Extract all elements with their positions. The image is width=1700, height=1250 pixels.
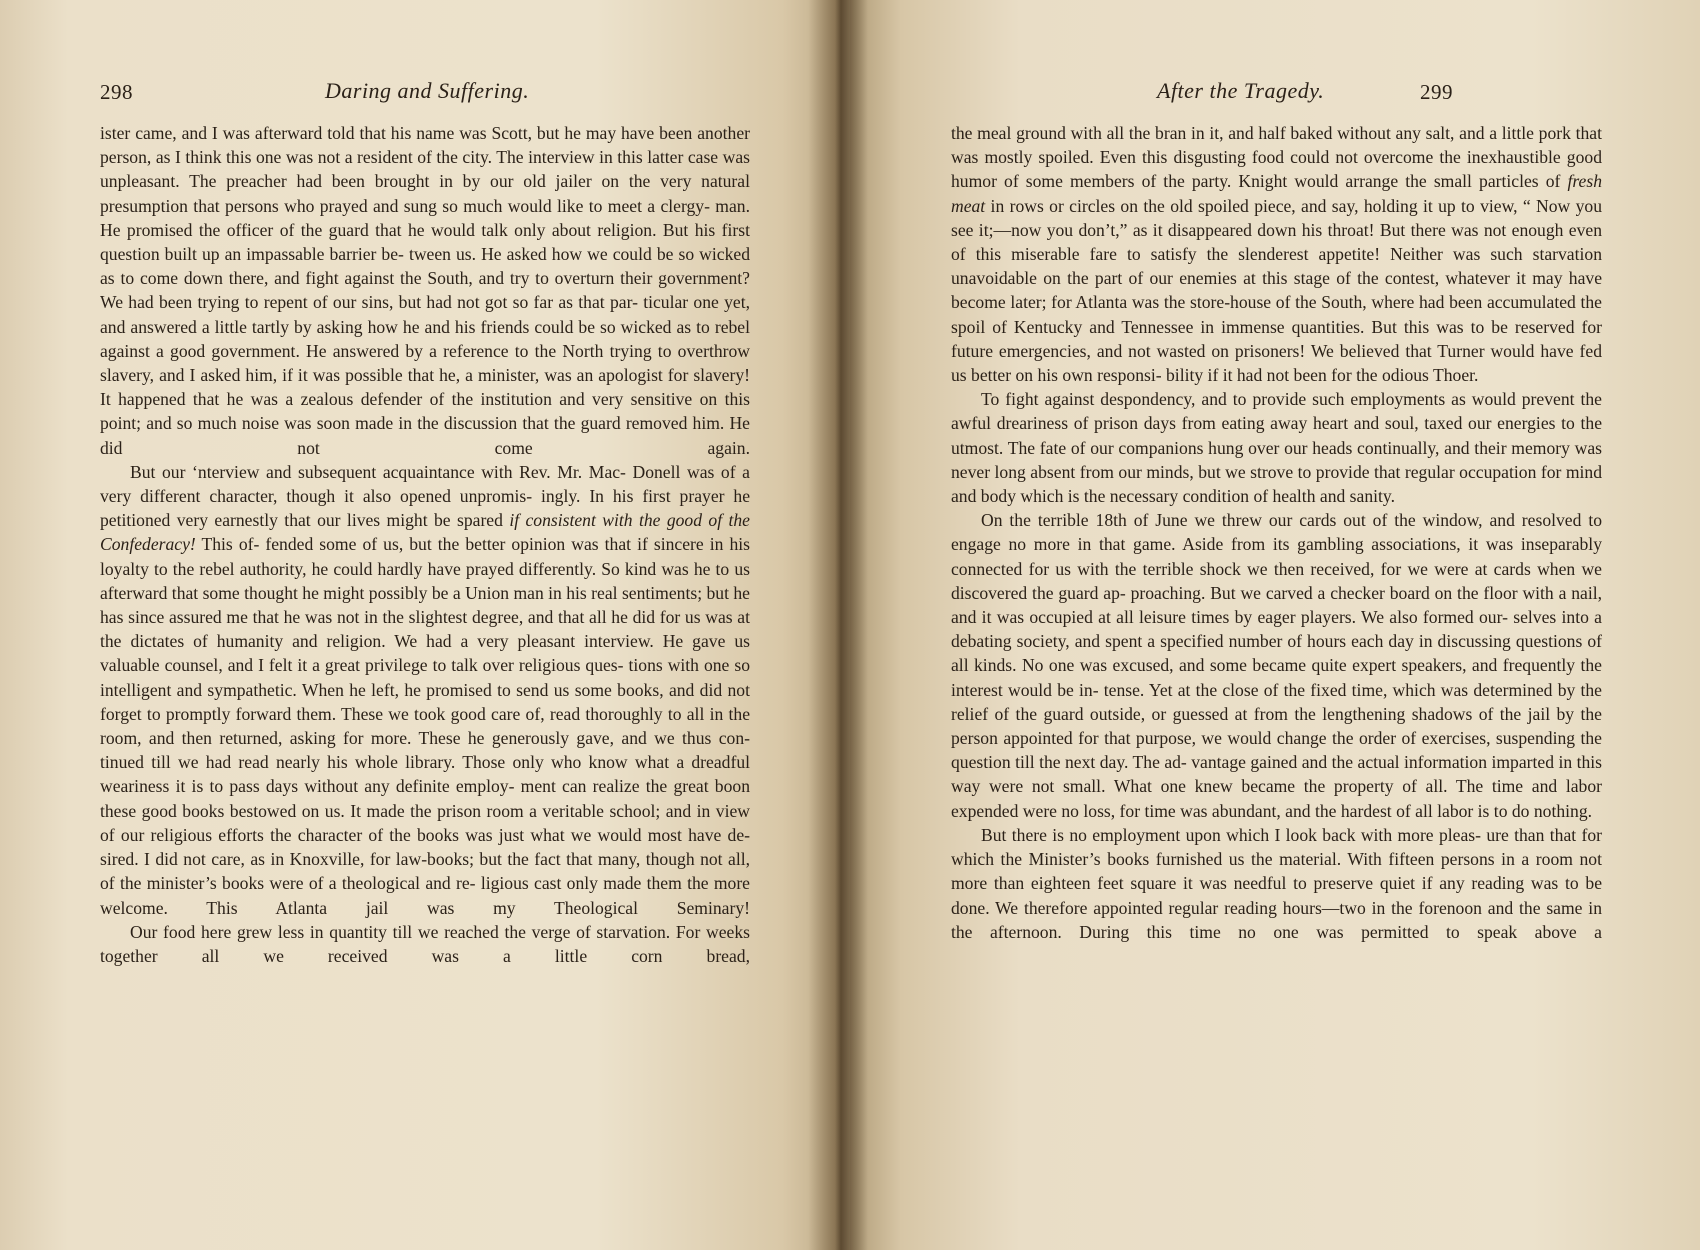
paragraph <box>951 508 1602 823</box>
paragraph-text: Our food here grew less in quantity till we reached the verge of starvation. For weeks together all we received was a little corn bread, <box>100 921 750 966</box>
paragraph <box>100 460 750 920</box>
book-gutter-shadow <box>808 0 868 1250</box>
page-number: 299 <box>1420 80 1453 104</box>
paragraph <box>100 121 750 460</box>
paragraph-text: in rows or circles on the old spoiled piece, and say, holding it up to view, “ Now you see it;—now you don’t,” as it disappeared down his throat! But there was not enough even of this miserable fare to satisfy the slenderest appetite! Neither was such starvation unavoidable on the part of our enemies at this stage of the contest, whatever it may have become later; for Atlanta was the store-house of the South, where had been accumulated the spoil of Kentucky and Tennessee in immense quantities. But this was to be reserved for future emergencies, and not wasted on prisoners! We believed that Turner would have fed us better on his own responsi- bility if it had not been for the odious Thoer. <box>951 195 1602 386</box>
emphasized-text: if consistent with the good of the Confederacy! <box>100 510 750 555</box>
paragraph <box>951 823 1602 944</box>
right-page <box>850 0 1700 1250</box>
paragraph-text: On the terrible 18th of June we threw our cards out of the window, and resolved to engage no more in that game. Aside from its gambling associations, it was inseparably connected for us with the terrible shock we then received, for we were at cards when we discovered the guard ap- proaching. But we carved a checker board on the floor with a nail, and it was occupied at all leisure times by eager players. We also formed our- selves into a debating society, and spent a specified number of hours each day in discussing questions of all kinds. No one was excused, and some became quite expert speakers, and frequently the interest would be in- tense. Yet at the close of the fixed time, which was determined by the relief of the guard outside, or guessed at from the lengthening shadows of the jail by the person appointed for that purpose, we would change the order of exercises, suspending the question till the next day. The ad- vantage gained and the actual information imparted in this way were not small. What one knew became the property of all. The time and labor expended were no loss, for time was abundant, and the hardest of all labor is to do nothing. <box>951 510 1602 821</box>
running-title: Daring and Suffering. <box>325 78 530 103</box>
paragraph-text: But our ‘nterview and subsequent acquaintance with Rev. Mr. Mac- Donell was of a very different character, though it also opened unpromis- ingly. In his first prayer he petitioned very earnestly that our lives might be spared <box>100 461 750 531</box>
left-page-body <box>100 121 750 968</box>
paragraph <box>100 920 750 968</box>
running-title: After the Tragedy. <box>1157 78 1325 103</box>
paragraph <box>951 121 1602 387</box>
page-number: 298 <box>100 80 133 104</box>
paragraph-text: ister came, and I was afterward told that his name was Scott, but he may have been another person, as I think this one was not a resident of the city. The interview in this latter case was unpleasant. The preacher had been brought in by our old jailer on the very natural presumption that persons who prayed and sung so much would like to meet a clergy- man. He promised the officer of the guard that he would talk only about religion. But his first question built up an impassable barrier be- tween us. He asked how we could be so wicked as to come down there, and fight against the South, and try to overturn their government? We had been trying to repent of our sins, but had not got so far as that par- ticular one yet, and answered a little tartly by asking how he and his friends could be so wicked as to rebel against a good government. He answered by a reference to the North trying to overthrow slavery, and I asked him, if it was possible that he, a minister, was an apologist for slavery! It happened that he was a zealous defender of the institution and very sensitive on this point; and so much noise was soon made in the discussion that the guard removed him. He did not come again. <box>100 123 750 458</box>
paragraph <box>951 387 1602 508</box>
paragraph-text: To fight against despondency, and to provide such employments as would prevent the awful dreariness of prison days from eating away heart and soul, taxed our energies to the utmost. The fate of our companions hung over our heads continually, and their memory was never long absent from our minds, but we strove to provide that regular occupation for mind and body which is the necessary condition of health and sanity. <box>951 389 1602 507</box>
right-page-body <box>951 121 1602 944</box>
paragraph-text: This of- fended some of us, but the better opinion was that if sincere in his loyalty to the rebel authority, he could hardly have prayed differently. So kind was he to us afterward that some thought he might possibly be a Union man in his real sentiments; but he has since assured me that he was not in the slightest degree, and that all he did for us was at the dictates of humanity and religion. We had a very pleasant interview. He gave us valuable counsel, and I felt it a great privilege to talk over religious ques- tions with one so intelligent and sympathetic. When he left, he promised to send us some books, and did not forget to promptly forward them. These we took good care of, read thoroughly to all in the room, and then returned, asking for more. These he generously gave, and we thus con- tinued till we had read nearly his whole library. Those only who know what a dreadful weariness it is to pass days without any definite employ- ment can realize the great boon these good books bestowed on us. It made the prison room a veritable school; and in view of our religious efforts the character of the books was just what we would most have de- sired. I did not care, as in Knoxville, for law-books; but the fact that many, though not all, of the minister’s books were of a theological and re- ligious cast only made them the more welcome. This Atlanta jail was my Theological Seminary! <box>100 534 750 918</box>
emphasized-text: fresh meat <box>951 171 1602 216</box>
paragraph-text: But there is no employment upon which I look back with more pleas- ure than that for which the Minister’s books furnished us the material. With fifteen persons in a room not more than eighteen feet square it was needful to preserve quiet if any reading was to be done. We therefore appointed regular reading hours—two in the forenoon and the same in the afternoon. During this time no one was permitted to speak above a <box>951 824 1602 942</box>
paragraph-text: the meal ground with all the bran in it, and half baked without any salt, and a little pork that was mostly spoiled. Even this disgusting food could not overcome the inexhaustible good humor of some members of the party. Knight would arrange the small particles of <box>951 123 1602 192</box>
